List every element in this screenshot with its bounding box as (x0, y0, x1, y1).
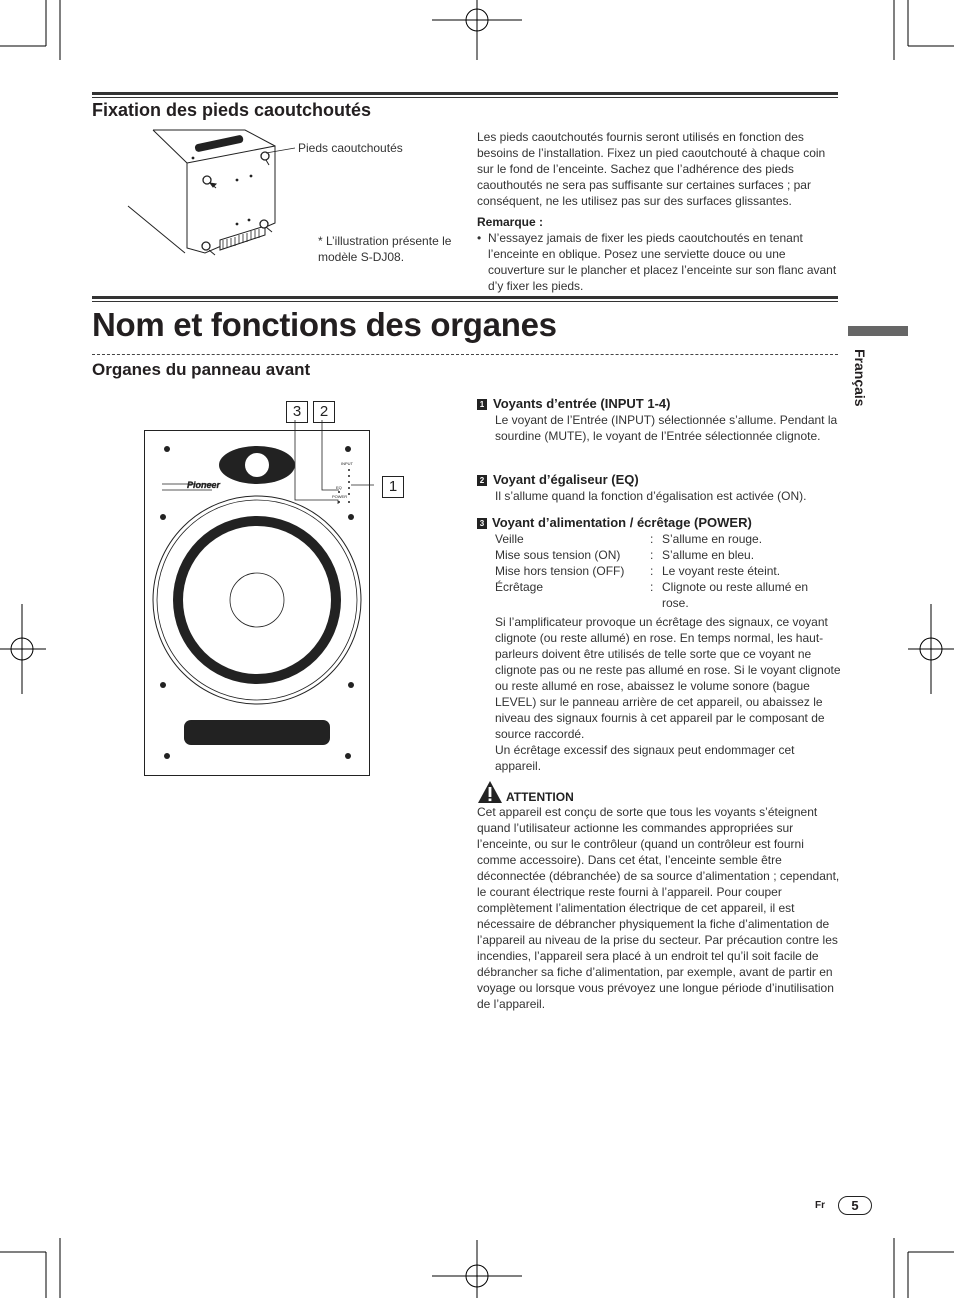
rubber-feet-illustration (125, 128, 295, 268)
footer-lang: Fr (815, 1200, 825, 1211)
item-1-text: Le voyant de l’Entrée (INPUT) sélectionnée s’allume. Pendant la sourdine (MUTE), le voyant de l’Entrée sélectionnée clignote. (495, 413, 838, 443)
section-rule-top (92, 92, 838, 98)
chapter-title-underline (92, 354, 838, 355)
state-value: Le voyant reste éteint. (662, 564, 781, 578)
power-states-table: Veille : S’allume en rouge. Mise sous tension (ON) : S’allume en bleu. Mise hors tension (OFF) : Le voyant reste éteint. Écrêtage : Clignote ou reste allumé en rose. (495, 531, 841, 611)
item-3-number: 3 (477, 518, 487, 529)
warning-icon (477, 780, 503, 804)
remark-item (477, 230, 841, 294)
attention-block (477, 780, 841, 1012)
front-panel-illustration (144, 420, 374, 777)
item-3-title-row (477, 515, 841, 530)
illustration-note: * L’illustration présente le modèle S-DJ08. (318, 234, 452, 264)
section-heading-rubber-feet: Fixation des pieds caoutchoutés (92, 100, 372, 120)
state-value: Clignote ou reste allumé en rose. (662, 580, 809, 610)
item-2-title: Voyant d’égaliseur (EQ) (493, 472, 639, 487)
item-3-title: Voyant d’alimentation / écrêtage (POWER) (492, 515, 752, 530)
rubber-feet-text: Les pieds caoutchoutés fournis seront utilisés en fonction des besoins de l’installation. Fixez un pied caoutchouté à chaque coin sur le fond de l’enceinte. Sachez que l’adhérence des pieds caouthoutés ne sera pas suffisante sur certaines surfaces ; par conséquent, ne les utilisez pas sur des surfaces glissantes. (477, 130, 826, 208)
callout-1: 1 (382, 476, 404, 498)
callout-3: 3 (286, 401, 308, 423)
language-side-label: Français (852, 349, 868, 407)
item-2-title-row (477, 472, 841, 487)
item-3 (477, 515, 841, 774)
rubber-feet-callout-label: Pieds caoutchoutés (298, 141, 403, 155)
attention-label: ATTENTION (506, 790, 574, 804)
state-value: S’allume en rouge. (662, 532, 763, 546)
chapter-rule (92, 296, 838, 302)
input-label: INPUT (341, 461, 353, 466)
item-1-number: 1 (477, 399, 487, 410)
item-3-text-2: Un écrêtage excessif des signaux peut endommager cet appareil. (495, 743, 795, 773)
brand-logo: Pioneer (187, 480, 221, 490)
callout-2: 2 (313, 401, 335, 423)
language-tab (848, 326, 908, 336)
power-label: POWER (332, 494, 348, 499)
item-1 (477, 396, 841, 444)
page-number: 5 (838, 1196, 872, 1215)
item-1-title-row (477, 396, 841, 411)
remark-text: N’essayez jamais de fixer les pieds caoutchoutés en tenant l’enceinte en oblique. Posez une serviette douce ou une couverture sur le plancher et placez l’enceinte sur son flanc avant d’y fixer les pieds. (488, 231, 837, 293)
item-2-text: Il s’allume quand la fonction d’égalisation est activée (ON). (495, 489, 807, 503)
item-2-number: 2 (477, 475, 487, 486)
front-panel-heading: Organes du panneau avant (92, 360, 311, 379)
eq-label: EQ (336, 485, 342, 490)
item-3-text: Si l’amplificateur provoque un écrêtage des signaux, ce voyant clignote (ou reste allumé) en rose. En temps normal, les haut-parleurs doivent être utilisés de telle sorte que ce voyant ne clignote pas ou ne reste pas allumé en rose. Si le voyant clignote ou reste allumé en rose, abaissez le volume sonore (bague LEVEL) sur le panneau arrière de cet appareil, ou abaissez le niveau des signaux fournis à cet appareil par le composant de source raccordé. (495, 615, 841, 741)
item-1-title: Voyants d’entrée (INPUT 1-4) (493, 396, 671, 411)
attention-text: Cet appareil est conçu de sorte que tous les voyants s’éteignent quand l’utilisateur actionne les commandes appropriées sur l’enceinte, ou sur le contrôleur (quand un contrôleur est fourni comme accessoire). Dans cet état, l’enceinte semble être déconnectée (débranchée) de sa source d’alimentation ; cependant, le courant électrique reste fourni à l’appareil. Pour couper complètement l’alimentation électrique de cet appareil, il est nécessaire de débrancher physiquement la fiche d’alimentation de l’appareil au niveau de la prise du secteur. Par précaution contre les incendies, l’appareil sera placé à un endroit tel qu’il soit facile de débrancher sa fiche d’alimentation, par exemple, avant de partir en voyage ou lorsque vous prévoyez une longue période d’inutilisation de l’appareil. (477, 805, 840, 1011)
attention-header (477, 780, 841, 804)
bullet-icon: • (477, 231, 482, 245)
rubber-feet-paragraph (477, 129, 841, 294)
chapter-title: Nom et fonctions des organes (92, 306, 557, 343)
item-2 (477, 472, 841, 504)
state-label: Veille (495, 532, 524, 546)
state-label: Écrêtage (495, 580, 544, 594)
state-value: S’allume en bleu. (662, 548, 755, 562)
state-label: Mise hors tension (OFF) (495, 564, 625, 578)
remark-label: Remarque : (477, 215, 544, 229)
state-label: Mise sous tension (ON) (495, 548, 621, 562)
